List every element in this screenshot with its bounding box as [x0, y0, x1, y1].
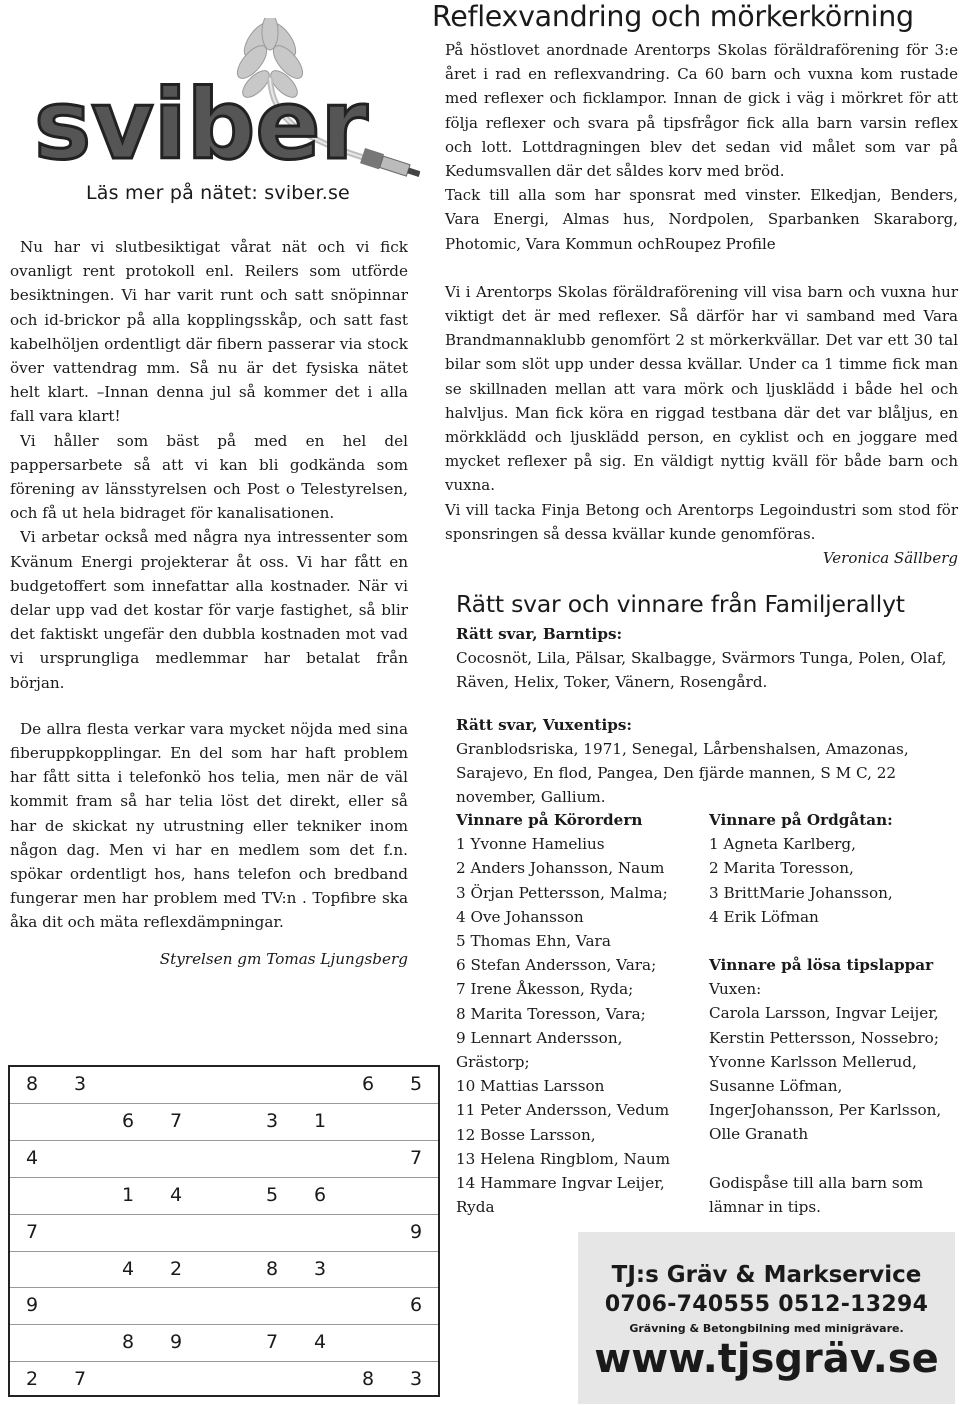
sudoku-cell: 9	[409, 1220, 423, 1243]
article-signature: Styrelsen gm Tomas Ljungsberg	[159, 949, 408, 968]
sudoku-row-divider	[10, 1140, 438, 1141]
sudoku-cell: 5	[409, 1073, 423, 1095]
sudoku-cell: 6	[361, 1073, 375, 1095]
sviber-logo	[20, 18, 420, 183]
sudoku-cell: 8	[25, 1073, 39, 1095]
winner-item: 2 Anders Johansson, Naum	[456, 859, 665, 878]
sudoku-cell: 3	[265, 1109, 279, 1132]
kororden-winners	[456, 808, 681, 1219]
sudoku-row-divider	[10, 1103, 438, 1104]
tipslappar-heading: Vinnare på lösa tipslappar	[709, 956, 934, 975]
read-more-text: Läs mer på nätet: sviber.se	[86, 182, 350, 204]
ordgatan-winners	[709, 808, 959, 1219]
sudoku-cell: 8	[265, 1257, 279, 1280]
barn-answers: Cocosnöt, Lila, Pälsar, Skalbagge, Svärmors Tunga, Polen, Olaf, Räven, Helix, Toker, Vänern, Rosengård.	[456, 649, 947, 692]
barn-heading: Rätt svar, Barntips:	[456, 625, 623, 643]
winner-item: 1 Agneta Karlberg,	[709, 835, 856, 854]
sudoku-cell: 2	[169, 1257, 183, 1280]
sudoku-row-divider	[10, 1287, 438, 1288]
winner-item: 8 Marita Toresson, Vara;	[456, 1004, 646, 1023]
sudoku-cell: 3	[313, 1257, 327, 1280]
winner-item: 5 Thomas Ehn, Vara	[456, 932, 611, 951]
sudoku-cell: 9	[169, 1331, 183, 1354]
reflex-article	[445, 38, 958, 570]
winner-item: 10 Mattias Larsson	[456, 1077, 605, 1096]
sudoku-cell: 9	[25, 1294, 39, 1317]
reflex-article-title: Reflexvandring och mörkerkörning	[432, 0, 914, 33]
winner-item: 2 Marita Toresson,	[709, 859, 854, 878]
ordgatan-heading: Vinnare på Ordgåtan:	[709, 811, 893, 829]
vuxen-heading: Rätt svar, Vuxentips:	[456, 715, 632, 734]
sudoku-cell: 7	[25, 1220, 39, 1243]
sudoku-cell: 1	[121, 1183, 135, 1206]
vuxen-answers: Granblodsriska, 1971, Senegal, Lårbenshalsen, Amazonas, Sarajevo, En flod, Pangea, Den fjärde mannen, S M C, 22 november, Gallium.	[456, 739, 909, 807]
fiber-article	[10, 235, 408, 971]
sudoku-row-divider	[10, 1251, 438, 1252]
winner-item: 3 Örjan Pettersson, Malma;	[456, 883, 668, 902]
winner-item: 11 Peter Andersson, Vedum	[456, 1101, 670, 1120]
godis-note: Godispåse till alla barn som lämnar in tips.	[709, 1173, 924, 1216]
article-paragraph: Vi arbetar också med några nya intressenter som Kvänum Energi projekterar åt oss. Vi har fått en budgetoffert som innefattar alla kostnader. När vi delar upp vad det kostar för varje fastighet, så blir det faktiskt ungefär den dubbla kostnaden mot vad vi ursprungliga medlemmar har betalat från början.	[10, 528, 408, 692]
ad-phone: 0706-740555 0512-13294	[604, 1292, 929, 1317]
sudoku-grid	[8, 1065, 440, 1397]
ad-url: www.tjsgräv.se	[594, 1336, 939, 1382]
sudoku-cell: 7	[169, 1109, 183, 1132]
article-paragraph: Vi vill tacka Finja Betong och Arentorps Legoindustri som stod för sponsringen så dessa kvällar kunde genomföras.	[445, 500, 958, 543]
article-paragraph: De allra flesta verkar vara mycket nöjda med sina fiberuppkopplingar. En del som har haft problem har fått sitta i telefonkö hos telia, men när de väl kommit fram så har telia löst det direkt, eller så har de skickat ny utrustning eller tekniker inom någon dag. Men vi har en medlem som det f.n. spökar ordentligt hos, hans telefon och bredband fungerar men har problem med TV:n . Topfibre ska åka dit och mäta reflexdämpningar.	[10, 719, 408, 932]
sudoku-row-divider	[10, 1324, 438, 1325]
sudoku-cell: 7	[265, 1331, 279, 1354]
sudoku-cell: 8	[361, 1368, 375, 1391]
sudoku-cell: 2	[25, 1368, 39, 1391]
winner-item: 13 Helena Ringblom, Naum	[456, 1149, 670, 1168]
kororden-heading: Vinnare på Körordern	[456, 811, 643, 829]
sudoku-cell: 7	[409, 1146, 423, 1169]
sudoku-cell: 1	[313, 1109, 327, 1132]
tipslappar-names: Carola Larsson, Ingvar Leijer, Kerstin Pettersson, Nossebro; Yvonne Karlsson Mellerud, Susanne Löfman, IngerJohansson, Per Karlsson, Olle Granath	[709, 1004, 942, 1144]
sudoku-row-divider	[10, 1214, 438, 1215]
sudoku-row-divider	[10, 1177, 438, 1178]
sudoku-cell: 5	[265, 1183, 279, 1206]
rally-title: Rätt svar och vinnare från Familjerallyt	[456, 590, 905, 618]
winner-item: 3 BrittMarie Johansson,	[709, 883, 893, 902]
sudoku-cell: 4	[169, 1183, 183, 1206]
rally-answers	[456, 622, 956, 809]
sudoku-cell: 4	[121, 1257, 135, 1280]
tj-ad	[578, 1232, 955, 1404]
ad-company-name: TJ:s Gräv & Markservice	[611, 1262, 922, 1288]
winner-item: 6 Stefan Andersson, Vara;	[456, 956, 657, 975]
sudoku-cell: 8	[121, 1331, 135, 1354]
winner-item: 12 Bosse Larsson,	[456, 1125, 596, 1144]
sudoku-cell: 3	[73, 1073, 87, 1095]
article-signature: Veronica Sällberg	[822, 549, 958, 568]
article-paragraph: Tack till alla som har sponsrat med vinster. Elkedjan, Benders, Vara Energi, Almas hus, Nordpolen, Sparbanken Skaraborg, Photomic, Vara Kommun ochRoupez Profile	[445, 186, 958, 253]
sudoku-cell: 6	[313, 1183, 327, 1206]
article-paragraph: Vi håller som bäst på med en hel del pappersarbete så att vi kan bli godkända som förening av länsstyrelsen och Post o Telestyrelsen, och få ut hela bidraget för kanalisationen.	[10, 431, 408, 523]
winner-item: 14 Hammare Ingvar Leijer, Ryda	[456, 1174, 665, 1217]
winner-item: 7 Irene Åkesson, Ryda;	[456, 980, 634, 999]
tipslappar-sub: Vuxen:	[709, 980, 762, 999]
sudoku-cell: 7	[73, 1368, 87, 1391]
article-paragraph: Vi i Arentorps Skolas föräldraförening vill visa barn och vuxna hur viktigt det är med reflexer. Så därför har vi samband med Vara Brandmannaklubb genomfört 2 st mörkerkvällar. Det var ett 30 tal bilar som slöt upp under dessa kvällar. Under ca 1 timme fick man se skillnaden mellan att vara mörk och ljusklädd i både hel och halvljus. Man fick köra en riggad testbana där det var blåljus, en mörkklädd och ljusklädd person, en cyklist och en joggare med mycket reflexer på sig. En väldigt nyttig kväll för både barn och vuxna.	[445, 282, 958, 495]
sudoku-cell: 6	[121, 1109, 135, 1132]
sudoku-cell: 3	[409, 1368, 423, 1391]
winner-item: 4 Ove Johansson	[456, 907, 584, 926]
sudoku-cell: 4	[25, 1146, 39, 1169]
article-paragraph: På höstlovet anordnade Arentorps Skolas föräldraförening för 3:e året i rad en reflexvandring. Ca 60 barn och vuxna kom rustade med reflexer och ficklampor. Innan de gick i väg i mörkret för att följa reflexer och svara på tipsfrågor fick alla barn varsin reflex och lott. Lottdragningen blev det sedan vid målet som var på Kedumsvallen där det såldes korv med bröd.	[445, 41, 958, 181]
logo-wordmark: sviber	[34, 69, 368, 181]
winner-item: 9 Lennart Andersson, Grästorp;	[456, 1028, 623, 1072]
winner-item: 4 Erik Löfman	[709, 907, 819, 926]
ad-tagline: Grävning & Betongbilning med minigrävare.	[629, 1322, 904, 1335]
winner-item: 1 Yvonne Hamelius	[456, 835, 605, 854]
article-paragraph: Nu har vi slutbesiktigat vårat nät och vi fick ovanligt rent protokoll enl. Reilers som utförde besiktningen. Vi har varit runt och satt snöpinnar och id-brickor på alla kopplingsskåp, och satt fast kabelhöljen ordentligt där fibern passerar via stock över vattendrag mm. Så nu är det fysiska nätet helt klart. –Innan denna jul så kommer det i alla fall vara klart!	[10, 238, 408, 426]
sudoku-cell: 4	[313, 1331, 327, 1354]
sudoku-cell: 6	[409, 1294, 423, 1317]
